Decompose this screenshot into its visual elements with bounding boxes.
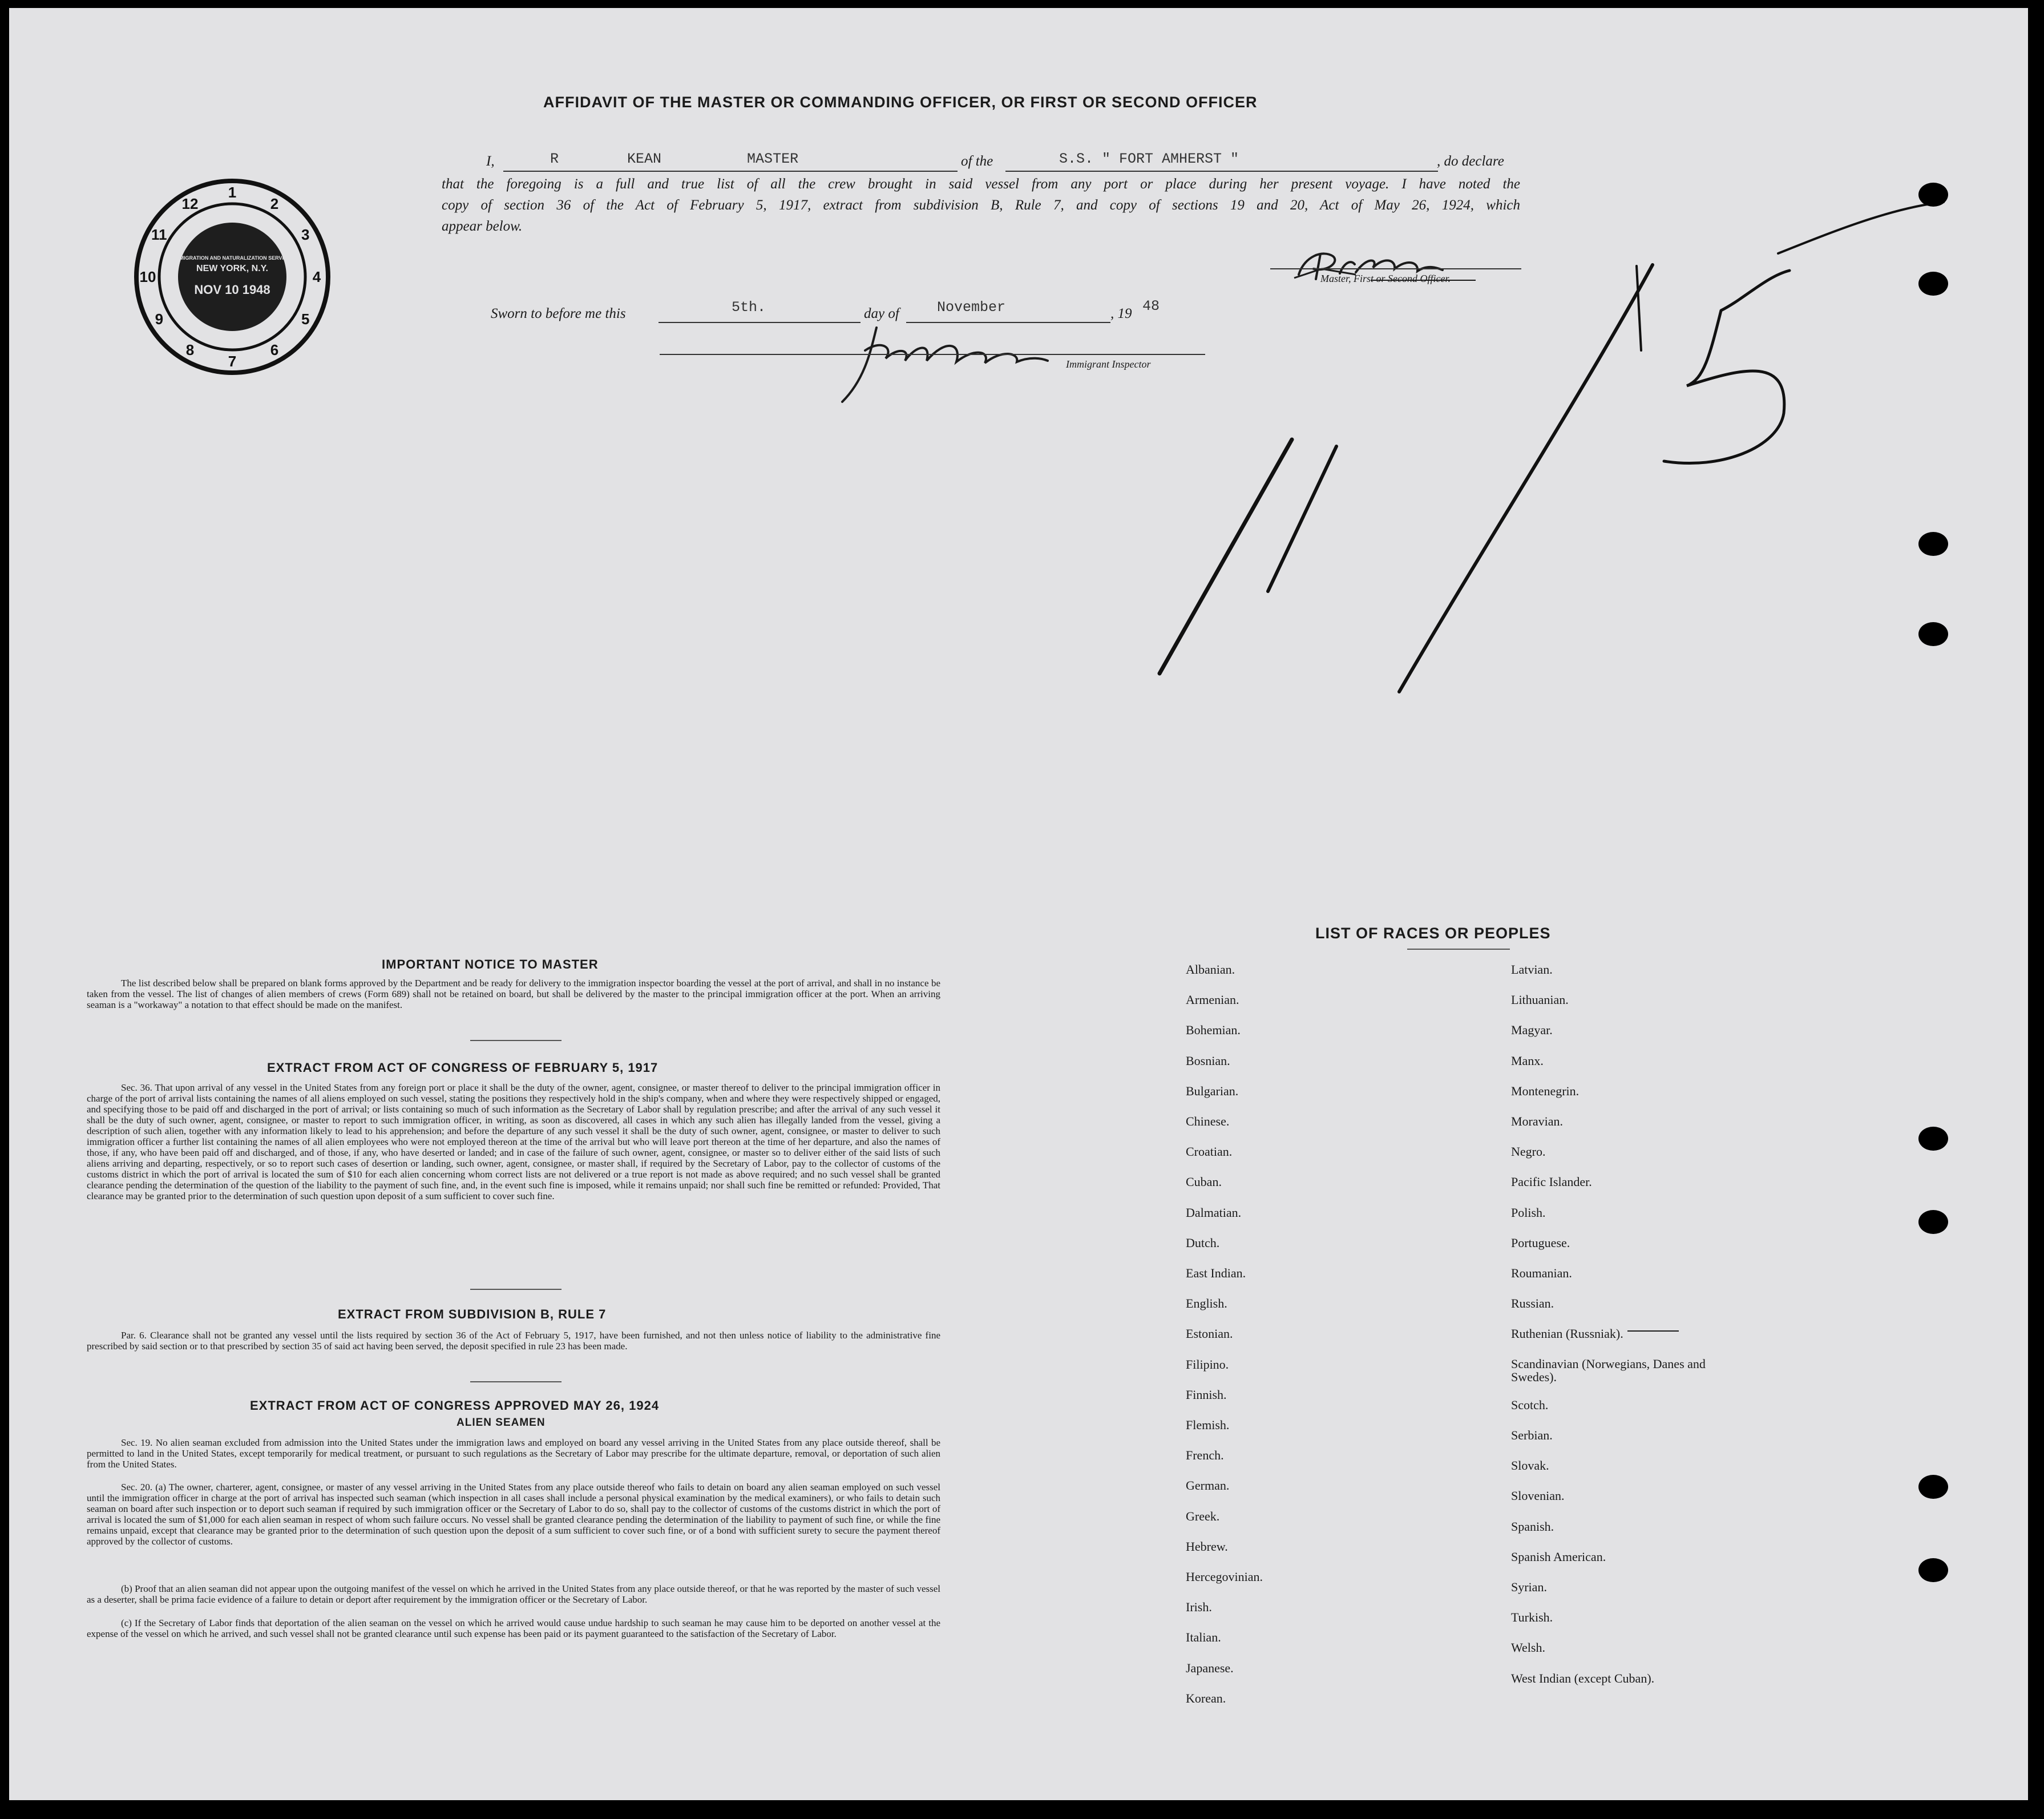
stamp-dial-number: 2 [270,195,279,212]
race-item: Syrian. [1511,1580,1547,1594]
stamp-city-text: NEW YORK, N.Y. [196,264,268,273]
race-item: West Indian (except Cuban). [1511,1671,1655,1685]
stamp-dial-number: 3 [301,226,310,243]
race-item: Ruthenian (Russniak). [1511,1326,1623,1341]
races-left-column [1186,962,1414,1716]
races-title: LIST OF RACES OR PEOPLES [1315,925,1551,942]
race-item: Hebrew. [1186,1539,1228,1554]
affidavit-body-line: copy of section 36 of the Act of February 5, 1917, extract from subdivision B, Rule 7, and copy of sections 19 and 20, Act of May 26, 1924, which [442,197,1520,213]
separator-rule [470,1289,562,1290]
race-item: Bohemian. [1186,1023,1241,1038]
stamp-dial-number: 8 [185,341,195,359]
affidavit-title: AFFIDAVIT OF THE MASTER OR COMMANDING OFFICER, OR FIRST OR SECOND OFFICER [543,94,1258,111]
punch-hole [1918,183,1948,207]
race-item: Manx. [1511,1053,1544,1068]
punch-hole [1918,622,1948,646]
separator-rule [1407,949,1510,950]
race-item: Polish. [1511,1205,1546,1220]
year-prefix: , 19 [1110,306,1132,321]
notice-title: IMPORTANT NOTICE TO MASTER [382,957,599,971]
race-item: Greek. [1186,1509,1220,1523]
separator-rule [470,1381,562,1382]
race-item: Portuguese. [1511,1235,1570,1250]
race-item: Slovenian. [1511,1489,1565,1503]
year-value: 48 [1142,298,1160,314]
punch-hole [1918,272,1948,296]
officer-caption: Master, First or Second Officer. [1320,273,1451,284]
inspector-caption: Immigrant Inspector [1066,358,1151,370]
race-item: Turkish. [1511,1610,1553,1625]
affidavit-pre-name: I, [486,154,495,169]
stamp-dial-number: 6 [270,341,279,359]
extract-rule7-text: Par. 6. Clearance shall not be granted any vessel until the lists required by section 36 of the Act of February 5, 1917, have been furnished, and not then unless notice of liability to the administrative fine prescribed by said section or to that prescribed by section 35 of said act having been served, the deposit specified in rule 23 has been made. [87,1330,940,1352]
inspection-stamp [132,177,332,377]
race-item: Slovak. [1511,1458,1549,1473]
handwritten-folio-number [1150,162,1961,710]
separator-rule [470,1040,562,1041]
punch-hole [1918,1127,1948,1151]
race-item: English. [1186,1296,1227,1311]
race-item: Spanish. [1511,1519,1554,1534]
extract-rule7-title: EXTRACT FROM SUBDIVISION B, RULE 7 [338,1307,607,1321]
race-item: Chinese. [1186,1114,1230,1128]
extract-1917-text: Sec. 36. That upon arrival of any vessel in the United States from any foreign port or place it shall be the duty of the owner, agent, consignee, or master thereof to deliver to the principal immigration officer in charge of the port of arrival lists containing the names of all aliens employed on such vessel, stating the positions they respectively hold in the ship's company, when and where they were respectively shipped or engaged, and specifying those to be paid off and discharged in the port of arrival; or lists containing so much of such information as the Secretary of Labor shall by regulation prescribe; and after the arrival of any such vessel it shall be the duty of such owner, agent, consignee, or master to report to such immigration officer, in writing, as soon as discovered, all cases in which any such alien has illegally landed from the vessel, giving a description of such alien, together with any information likely to lead to his apprehension; and before the departure of any such vessel it shall be the duty of such owner, agent, consignee, or master to deliver to such immigration officer a further list containing the names of all alien employees who were not employed thereon at the time of the arrival but who will leave port thereon at the time of her departure, and also the names of those, if any, who have been paid off and discharged, and of those, if any, who have deserted or landed; and in case of the failure of such owner, agent, consignee, or master so to deliver either of the said lists of such aliens arriving and departing, respectively, or so to report such cases of desertion or landing, such owner, agent, consignee, or master shall, if required by the Secretary of Labor, pay to the collector of customs of the customs district in which the port of arrival is located the sum of $10 for each alien concerning whom correct lists are not delivered or a true report is not made as above required; and no such vessel shall be granted clearance pending the determination of the question of the liability to the payment of such fine, and, in the event such fine is imposed, while it remains unpaid; nor shall such fine be remitted or refunded: Provided, That clearance may be granted prior to the determination of such question upon deposit of a sum sufficient to cover such fine. [87,1082,940,1201]
race-item: Bosnian. [1186,1053,1230,1068]
stamp-date-text: NOV 10 1948 [194,283,270,297]
race-item: Korean. [1186,1691,1226,1705]
stamp-dial-number: 5 [301,310,310,328]
race-item: French. [1186,1448,1224,1463]
stamp-dial-number: 4 [312,268,321,285]
stamp-dial-number: 12 [181,195,199,212]
race-item: Pacific Islander. [1511,1175,1592,1189]
stamp-dial-number: 7 [228,353,237,370]
race-item: Dutch. [1186,1235,1220,1250]
affidavit-do-declare: , do declare [1437,154,1504,169]
master-name-value: R KEAN MASTER [550,151,799,167]
stamp-dial-number: 1 [228,184,237,201]
affidavit-of-the: of the [961,154,993,169]
extract-1924-sec20c: (c) If the Secretary of Labor finds that deportation of the alien seaman on the vessel on which he arrived would cause undue hardship to such seaman he may cause him to be deported on another vessel at the expense of the vessel on which he arrived, and such vessel shall not be granted clearance until such expense has been paid or its payment guaranteed to the satisfaction of the Secretary of Labor. [87,1618,940,1639]
race-item: Roumanian. [1511,1266,1572,1280]
races-right-column [1511,962,1831,1716]
strike-russniak [1627,1330,1679,1332]
extract-1924-title: EXTRACT FROM ACT OF CONGRESS APPROVED MAY 26, 1924 [250,1398,660,1413]
race-item: Finnish. [1186,1387,1227,1402]
month-value: November [937,299,1006,316]
punch-hole [1918,1475,1948,1499]
race-item: Albanian. [1186,962,1235,977]
race-item: Scotch. [1511,1397,1549,1412]
race-item: Magyar. [1511,1023,1553,1038]
stamp-dial-number: 9 [155,310,164,328]
inspector-line [660,353,1205,355]
race-item: Spanish American. [1511,1549,1606,1564]
vessel-name-value: S.S. " FORT AMHERST " [1059,151,1239,167]
race-item: Cuban. [1186,1175,1222,1189]
affidavit-body-line: appear below. [442,219,523,234]
punch-hole [1918,1210,1948,1234]
race-item: German. [1186,1478,1230,1493]
race-item: Dalmatian. [1186,1205,1242,1220]
race-item: Estonian. [1186,1326,1233,1341]
race-item: Negro. [1511,1144,1546,1159]
race-item: Japanese. [1186,1660,1234,1675]
race-item: Welsh. [1511,1640,1545,1655]
document-sheet [9,8,2028,1800]
sworn-label: Sworn to before me this [491,306,626,321]
punch-hole [1918,1558,1948,1582]
race-item: Bulgarian. [1186,1083,1239,1098]
race-item: Serbian. [1511,1428,1553,1442]
notice-text: The list described below shall be prepared on blank forms approved by the Department and be ready for delivery to the immigration inspector boarding the vessel at the port of arrival, and shall in no instance be taken from the vessel. The list of changes of alien members of crews (Form 689) shall not be retained on board, but shall be delivered by the master to the principal immigration officer at the port. When an arriving seaman is a "workaway" a notation to that effect should be made on the manifest. [87,978,940,1010]
punch-hole [1918,532,1948,556]
race-item: East Indian. [1186,1266,1246,1280]
race-item: Filipino. [1186,1357,1229,1372]
day-of-label: day of [864,306,899,321]
race-item: Montenegrin. [1511,1083,1580,1098]
affidavit-body-line: that the foregoing is a full and true list of all the crew brought in said vessel from any port or place during her present voyage. I have noted the [442,176,1520,192]
race-item: Armenian. [1186,993,1239,1007]
race-item: Flemish. [1186,1418,1230,1432]
extract-1917-title: EXTRACT FROM ACT OF CONGRESS OF FEBRUARY 5, 1917 [267,1060,659,1075]
race-item: Lithuanian. [1511,993,1569,1007]
extract-1924-sec20a: Sec. 20. (a) The owner, charterer, agent, consignee, or master of any vessel arriving in the United States from any place outside thereof who fails to detain on board any alien seaman employed on such vessel until the immigration officer in charge at the port of arrival has inspected such seaman (which inspection in all cases shall include a personal physical examination by the medical examiners), or who fails to detain such seaman on board after such inspection or to deport such seaman if required by such immigration officer or the Secretary of Labor to do so, shall pay to the collector of customs of the customs district in which the port of arrival is located the sum of $1,000 for each alien seaman in respect of whom such failure occurs. No vessel shall be granted clearance pending the determination of the liability to payment of such fine, or while the fine remains unpaid, except that clearance may be granted prior to the determination of such question upon the deposit of a sum sufficient to cover such fine, or of a bond with sufficient surety to secure the payment thereof approved by the collector of customs. [87,1482,940,1547]
race-item: Moravian. [1511,1114,1564,1128]
extract-1924-sec19: Sec. 19. No alien seaman excluded from admission into the United States under the immigration laws and employed on board any vessel arriving in the United States from any place outside thereof, shall be permitted to land in the United States, except temporarily for medical treatment, or pursuant to such regulations as the Secretary of Labor may prescribe for the ultimate departure, removal, or deportation of such alien from the United States. [87,1437,940,1470]
extract-1924-sec20b: (b) Proof that an alien seaman did not appear upon the outgoing manifest of the vessel on which he arrived in the United States from any place outside thereof, or that he was reported by the master of such vessel as a deserter, shall be prima facie evidence of a failure to detain or deport after requirement by the immigration officer or the Secretary of Labor. [87,1583,940,1605]
race-item: Russian. [1511,1296,1554,1311]
stamp-dial-number: 10 [139,268,156,285]
race-item: Latvian. [1511,962,1553,977]
race-item: Hercegovinian. [1186,1570,1263,1584]
day-value: 5th. [732,299,766,316]
race-item: Irish. [1186,1600,1212,1615]
race-item: Croatian. [1186,1144,1233,1159]
stamp-dial-number: 11 [151,226,167,243]
race-item: Scandinavian (Norwegians, Danes and Swedes). [1511,1356,1706,1384]
extract-1924-subtitle: ALIEN SEAMEN [457,1417,546,1429]
race-item: Italian. [1186,1630,1221,1645]
stamp-service-text: IMMIGRATION AND NATURALIZATION SERVICE [173,255,291,261]
